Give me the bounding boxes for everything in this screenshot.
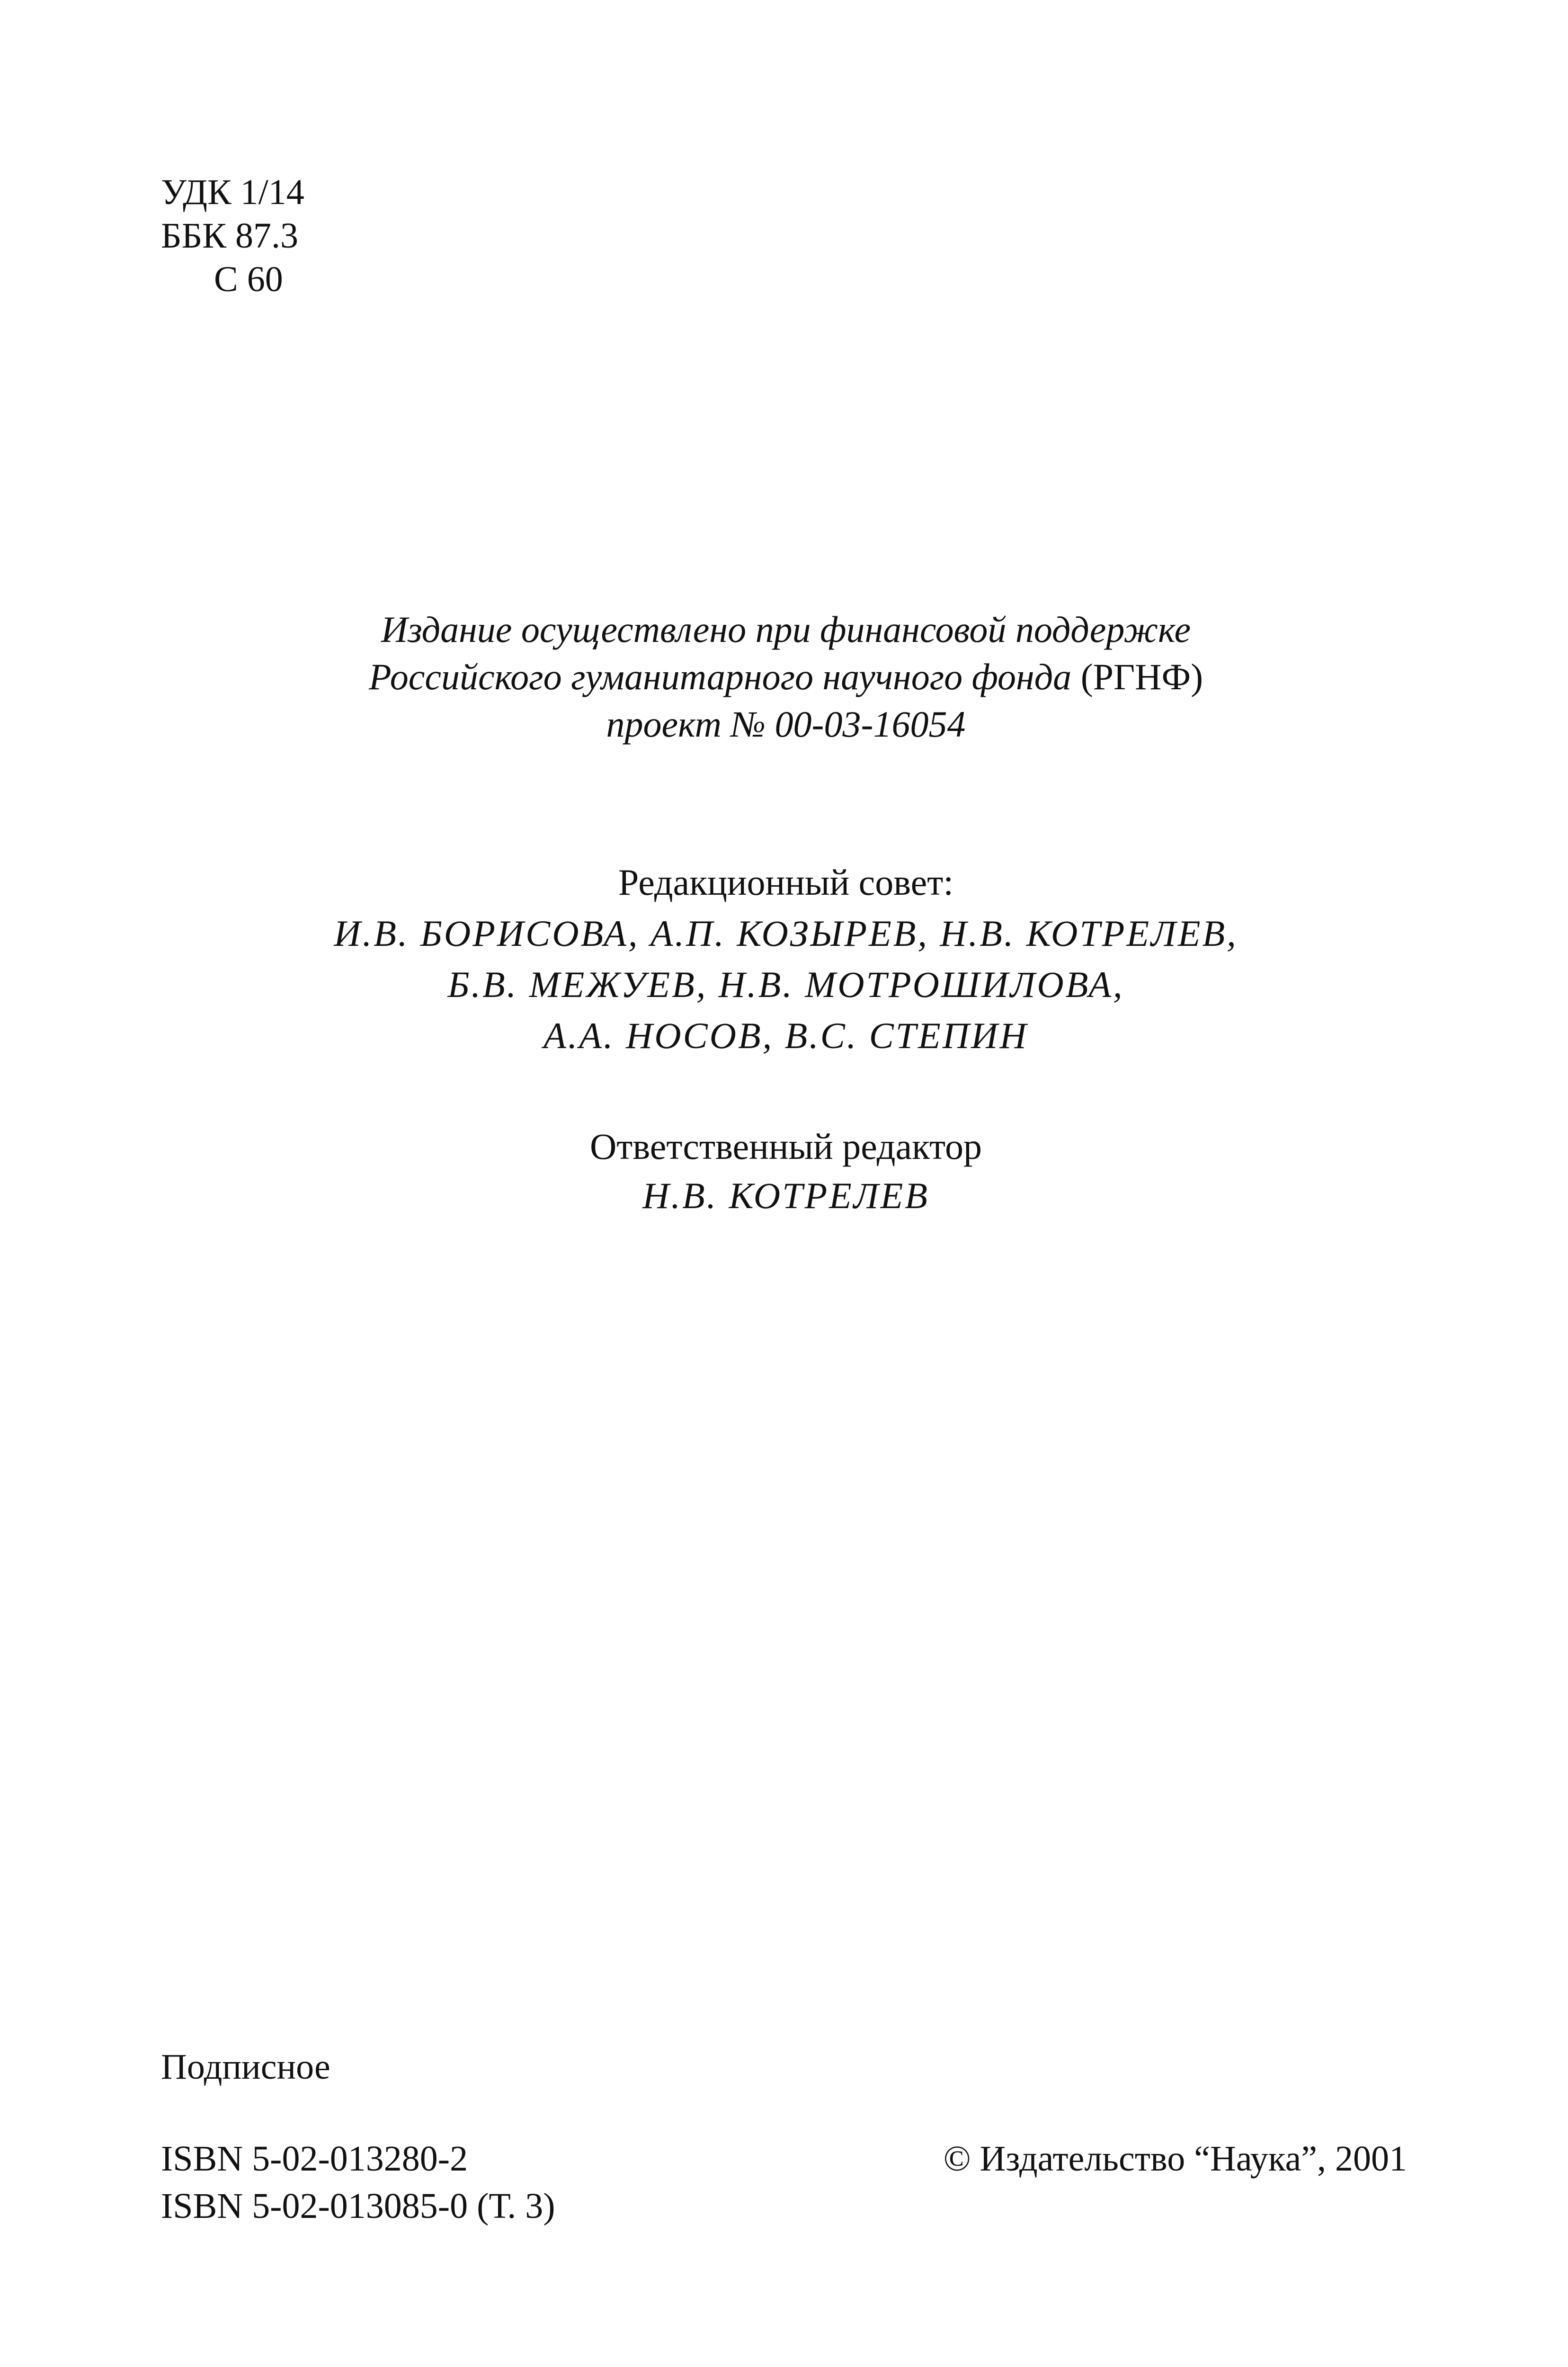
responsible-editor-heading: Ответственный редактор: [589, 1126, 982, 1167]
editorial-board: [303, 857, 1269, 1061]
fund-name: Российского гуманитарного научного фонда: [368, 656, 1072, 697]
responsible-editor-name: Н.В. КОТРЕЛЕВ: [642, 1175, 929, 1216]
copyright-notice: © Издательство “Наука”, 2001: [943, 2139, 1407, 2179]
funding-line-1: Издание осуществлено при финансовой поддержке: [381, 609, 1191, 650]
responsible-editor: [303, 1122, 1269, 1220]
editorial-board-names-2: Б.В. МЕЖУЕВ, Н.В. МОТРОШИЛОВА,: [447, 964, 1124, 1005]
isbn-volume: ISBN 5-02-013085-0 (Т. 3): [161, 2186, 555, 2226]
fund-abbreviation: (РГНФ): [1071, 656, 1203, 697]
funding-note: [303, 606, 1269, 748]
author-mark: С 60: [214, 259, 283, 299]
udk-code: УДК 1/14: [161, 172, 304, 212]
subscription-label: Подписное: [161, 2047, 330, 2087]
editorial-board-heading: Редакционный совет:: [618, 862, 954, 903]
bbk-code: ББК 87.3: [161, 216, 298, 256]
isbn-block: [161, 2135, 555, 2230]
editorial-board-names-1: И.В. БОРИСОВА, А.П. КОЗЫРЕВ, Н.В. КОТРЕЛЕВ,: [334, 913, 1238, 954]
classification-codes: [161, 170, 304, 301]
funding-line-2: [303, 653, 1269, 701]
isbn-set: ISBN 5-02-013280-2: [161, 2139, 468, 2179]
editorial-board-names-3: А.А. НОСОВ, В.С. СТЕПИН: [543, 1015, 1028, 1056]
project-number: проект № 00-03-16054: [606, 703, 966, 745]
